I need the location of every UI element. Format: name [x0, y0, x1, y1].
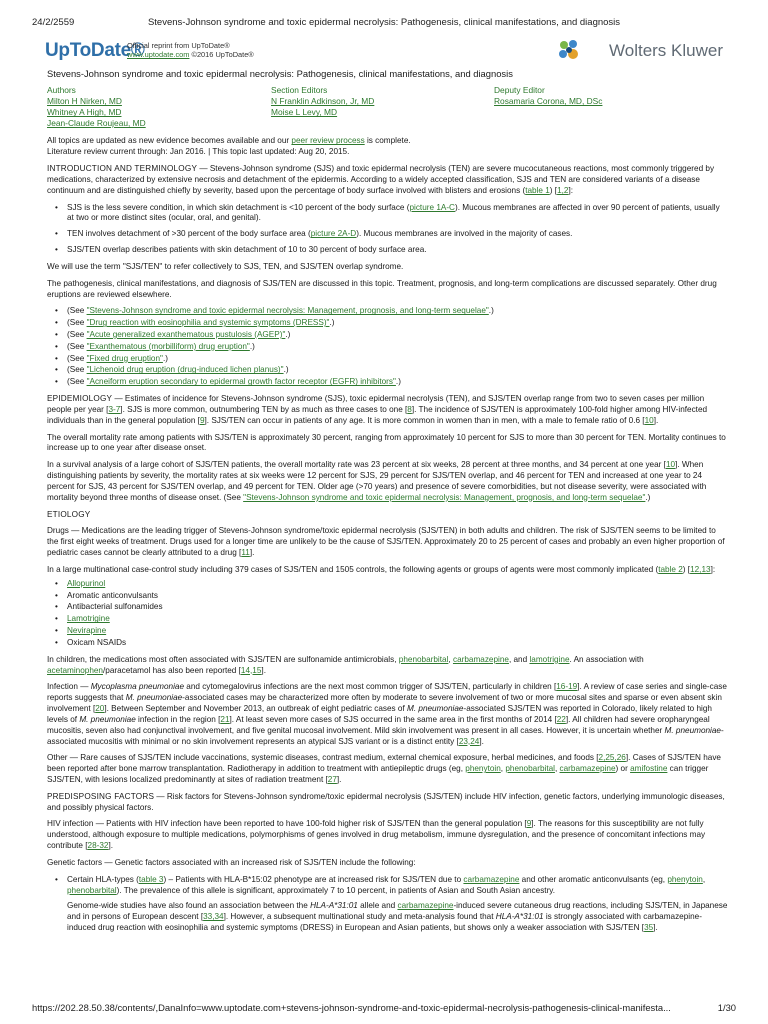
section-heading: PREDISPOSING FACTORS: [47, 791, 155, 801]
list-item: • (See "Stevens-Johnson syndrome and toxic epidermal necrolysis: Management, prognosis, and long-term sequelae".): [47, 306, 728, 317]
see-also-list: [47, 306, 728, 388]
site-link[interactable]: www.uptodate.com: [127, 50, 190, 60]
see-also-link[interactable]: "Fixed drug eruption": [86, 353, 163, 363]
print-date: 24/2/2559: [32, 17, 75, 28]
reference-link[interactable]: 9: [199, 415, 205, 425]
table-link[interactable]: table 1: [525, 185, 550, 195]
peer-review-link[interactable]: peer review process: [291, 136, 365, 146]
list-item: • (See "Acneiform eruption secondary to epidermal growth factor receptor (EGFR) inhibitors".): [47, 377, 728, 388]
see-also-link[interactable]: "Acute generalized exanthematous pustulosis (AGEP)": [86, 330, 286, 339]
see-also-link[interactable]: "Acneiform eruption secondary to epidermal growth factor receptor (EGFR) inhibitors": [86, 377, 396, 387]
brand-row: [45, 38, 723, 68]
reference-link[interactable]: 33,34: [203, 912, 224, 922]
editor-name[interactable]: N Franklin Adkinson, Jr, MD: [271, 96, 375, 107]
section-heading: EPIDEMIOLOGY: [47, 394, 113, 404]
drug-link[interactable]: carbamazepine: [559, 764, 616, 774]
review-note: All topics are updated as new evidence becomes available and our peer review process is complete. Literature review current through: Jan 2016. | This topic last updated: Aug 20, 2015.: [47, 136, 411, 157]
authors-heading: Authors: [47, 85, 76, 96]
reference-link[interactable]: 9: [526, 819, 532, 829]
see-also-link[interactable]: "Stevens-Johnson syndrome and toxic epidermal necrolysis: Management, prognosis, and long-term sequelae": [243, 492, 646, 502]
list-item: • SJS is the less severe condition, in which skin detachment is <10 percent of the body surface (picture 1A-C). Mucous membranes are affected in over 90 percent of patients, usually at two or more distinct sites (ocular, oral, and genital).: [47, 203, 728, 225]
reference-link[interactable]: 14,15: [240, 665, 262, 675]
children-paragraph: In children, the medications most often associated with SJS/TEN are sulfonamide antimicrobials, phenobarbital, carbamazepine, and lamotrigine. An association with acetaminophen/paracetamol has also been reported [14,15].: [47, 654, 644, 675]
drug-link[interactable]: phenobarbital: [67, 885, 117, 895]
author-name[interactable]: Milton H Nirken, MD: [47, 96, 122, 107]
list-item: • (See "Fixed drug eruption".): [47, 354, 728, 365]
reference-link[interactable]: 3-7: [108, 404, 121, 414]
list-item: [47, 626, 728, 637]
copyright: ©2016 UpToDate®: [189, 50, 254, 60]
reference-link[interactable]: 22: [556, 714, 566, 724]
document-body: [47, 68, 728, 940]
reference-link[interactable]: 10: [644, 415, 654, 425]
list-item: • (See "Lichenoid drug eruption (drug-induced lichen planus)".): [47, 365, 728, 376]
reference-link[interactable]: 20: [95, 704, 105, 714]
authors-column: [47, 85, 146, 129]
mortality-paragraph: The overall mortality rate among patients with SJS/TEN is approximately 30 percent, ranging from approximately 10 percent for SJS to more than 30 percent for TEN. Mortality continues to increase up to one year after disease onset.: [47, 432, 726, 453]
table-link[interactable]: table 3: [138, 874, 164, 884]
drug-link[interactable]: phenytoin: [465, 764, 501, 774]
page-number: 1/30: [717, 1002, 736, 1013]
globe-icon: [557, 38, 581, 62]
intro-paragraph: INTRODUCTION AND TERMINOLOGY — Stevens-Johnson syndrome (SJS) and toxic epidermal necrolysis (TEN) are severe mucocutaneous reactions, most commonly triggered by medications, characterized by extensive necrosis and detachment of the epidermis. According to a widely accepted classification, SJS and TEN are considered variants of a disease continuum and are distinguished chiefly by severity, based upon the percentage of body surface involved with blisters and erosions (table 1) [1,2]:: [47, 164, 715, 195]
list-item: • Aromatic anticonvulsants: [47, 591, 728, 602]
list-item: • Oxicam NSAIDs: [47, 638, 728, 649]
drug-link[interactable]: Nevirapine: [67, 626, 107, 636]
section-editors-column: [271, 85, 374, 118]
list-item: • (See "Exanthematous (morbilliform) drug eruption".): [47, 342, 728, 353]
reference-link[interactable]: 28-32: [87, 841, 109, 851]
infection-paragraph: Infection — Mycoplasma pneumoniae and cytomegalovirus infections are the next most common trigger of SJS/TEN, particularly in children [16-19]. A review of case series and single-case reports suggests that M. pneumoniae-associated cases may be characterized more often by moderate to severe involvement of two or more mucosal sites and sparse or even absent skin involvement [20]. Between September and November 2013, an outbreak of eight pediatric cases of M. pneumoniae-associated SJS/TEN was reported in Colorado, likely related to high levels of M. pneumoniae infection in the region [21]. At least seven more cases of SJS occurred in the same area in the first months of 2014 [22]. All children had severe oropharyngeal mucositis, seven also had conjunctival involvement, and five genital mucosal involvement. Mild skin involvement was present in all cases. However, it is uncertain whether M. pneumoniae-associated mucositis with minimal or no skin involvement represents an atypical SJS variant or is a distinct entity [23,24].: [47, 682, 727, 746]
list-item: • Antibacterial sulfonamides: [47, 602, 728, 613]
deputy-editor-name[interactable]: Rosamaria Corona, MD, DSc: [494, 96, 603, 107]
epidemiology-paragraph: EPIDEMIOLOGY — Estimates of incidence for Stevens-Johnson syndrome (SJS), toxic epidermal necrolysis (TEN), and SJS/TEN overlap range from two to seven cases per million people per year [3-7]. SJS is more common, outnumbering TEN by as much as three cases to one [8]. The incidence of SJS/TEN is approximately 100-fold higher among HIV-infected individuals than in the general population [9]. SJS/TEN can occur in patients of any age. It is more common in women than in men, with a male to female ratio of 0.6 [10].: [47, 394, 708, 425]
other-causes-paragraph: Other — Rare causes of SJS/TEN include vaccinations, systemic diseases, contrast medium, external chemical exposure, herbal medicines, and foods [2,25,26]. Cases of SJS/TEN have been reported after bone marrow transplantation. Radiotherapy in addition to treatment with antiepileptic drugs (eg, phenytoin, phenobarbital, carbamazepine) or amifostine can trigger SJS/TEN, with lesions localized predominantly at sites of radiation treatment [27].: [47, 753, 721, 784]
predisposing-paragraph: PREDISPOSING FACTORS — Risk factors for Stevens-Johnson syndrome/toxic epidermal necrolysis (SJS/TEN) include HIV infection, genetic factors, underlying immunologic diseases, and possibly physical factors.: [47, 791, 725, 812]
reference-link[interactable]: 1,2: [557, 185, 569, 195]
agents-list: [47, 579, 728, 649]
drug-link[interactable]: phenobarbital: [398, 654, 449, 664]
see-also-link[interactable]: "Exanthematous (morbilliform) drug eruption": [86, 341, 250, 351]
print-header: [32, 17, 736, 31]
see-also-link[interactable]: "Lichenoid drug eruption (drug-induced lichen planus)": [86, 365, 284, 375]
drugs-paragraph: Drugs — Medications are the leading trigger of Stevens-Johnson syndrome/toxic epidermal necrolysis (SJS/TEN) in both adults and children. The risk of SJS/TEN seems to be limited to the first eight weeks of treatment. Drugs used for a longer time are unlikely to be the cause of SJS/TEN. Approximately 20 to 25 percent of cases and probably an even higher proportion of pediatric cases cannot be clearly attributed to a drug [11].: [47, 526, 725, 558]
reprint-info: [127, 41, 254, 60]
reference-link[interactable]: 10: [665, 460, 676, 470]
literature-review-date: Literature review current through: Jan 2016. | This topic last updated: Aug 20, 2015.: [47, 147, 350, 157]
drug-link[interactable]: phenytoin: [667, 874, 703, 884]
picture-link[interactable]: picture 1A-C: [409, 202, 455, 212]
contributors: [47, 85, 728, 133]
reference-link[interactable]: 27: [327, 774, 337, 784]
drug-link[interactable]: lamotrigine: [529, 654, 570, 664]
list-item: [47, 614, 728, 625]
list-item: [47, 579, 728, 590]
table-link[interactable]: table 2: [658, 564, 683, 574]
term-note: We will use the term "SJS/TEN" to refer collectively to SJS, TEN, and SJS/TEN overlap syndrome.: [47, 261, 404, 271]
drug-link[interactable]: acetaminophen: [47, 665, 103, 675]
print-footer: [32, 1002, 736, 1016]
deputy-editor-column: [494, 85, 602, 107]
list-item: • (See "Acute generalized exanthematous pustulosis (AGEP)".): [47, 330, 728, 341]
intro-bullets: [47, 203, 728, 256]
genome-wide-paragraph: Genome-wide studies have also found an association between the HLA-A*31:01 allele and carbamazepine-induced severe cutaneous drug reactions, including SJS/TEN, in Japanese and in persons of European descent [33,34]. However, a subsequent multinational study and meta-analysis found that HLA-A*31:01 is strongly associated with carbamazepine-induced drug reaction with eosinophilia and systemic symptoms (DRESS) in European and Asian patients, but shows only a weaker association with SJS/TEN [35].: [67, 901, 728, 933]
section-editors-heading: Section Editors: [271, 85, 328, 96]
reference-link[interactable]: 16-19: [556, 682, 578, 692]
drug-link[interactable]: amifostine: [630, 764, 668, 774]
case-control-paragraph: In a large multinational case-control study including 379 cases of SJS/TEN and 1505 controls, the following agents or groups of agents were most commonly implicated (table 2) [12,13]:: [47, 564, 716, 574]
drug-link[interactable]: carbamazepine: [397, 901, 454, 911]
deputy-editor-heading: Deputy Editor: [494, 85, 545, 96]
doc-title: Stevens-Johnson syndrome and toxic epidermal necrolysis: Pathogenesis, clinical manifestations, and diagnosis: [47, 68, 513, 79]
list-item: • SJS/TEN overlap describes patients with skin detachment of 10 to 30 percent of body surface area.: [47, 245, 728, 256]
page-url: https://202.28.50.38/contents/,DanaInfo=www.uptodate.com+stevens-johnson-syndrome-and-toxic-epidermal-necrolysis-pathogenesis-clinical-manifesta...: [32, 1002, 671, 1013]
publisher-name: Wolters Kluwer: [609, 41, 723, 60]
uptodate-logo[interactable]: UpToDate®: [45, 40, 145, 61]
list-item: • Certain HLA-types (table 3) – Patients with HLA-B*15:02 phenotype are at increased risk for SJS/TEN due to carbamazepine and other aromatic anticonvulsants (eg, phenytoin, phenobarbital). The prevalence of this allele is significant, approximately 7 to 10 percent, in patients of Asian and South Asian ancestry. Genome-wide studies have also found an association between the HLA-A*31:01 allele and carbamazepine-induced severe cutaneous drug reactions, including SJS/TEN, in Japanese and in persons of European descent [33,34]. However, a subsequent multinational study and meta-analysis found that HLA-A*31:01 is strongly associated with carbamazepine-induced drug reaction with eosinophilia and systemic symptoms (DRESS) in European and Asian patients, but shows only a weaker association with SJS/TEN [35].: [47, 875, 728, 934]
reprint-line: Official reprint from UpToDate®: [127, 41, 230, 50]
reference-link[interactable]: 8: [407, 404, 412, 414]
author-name[interactable]: Jean-Claude Roujeau, MD: [47, 118, 146, 129]
picture-link[interactable]: picture 2A-D: [310, 229, 357, 239]
reference-link[interactable]: 11: [241, 548, 250, 558]
see-also-link[interactable]: "Drug reaction with eosinophilia and systemic symptoms (DRESS)": [86, 318, 330, 328]
editor-name[interactable]: Moise L Levy, MD: [271, 107, 338, 118]
drug-link[interactable]: carbamazepine: [452, 654, 509, 664]
survival-paragraph: In a survival analysis of a large cohort of SJS/TEN patients, the overall mortality rate was 23 percent at six weeks, 28 percent at three months, and 34 percent at one year [10]. When distinguishing patients by severity, the mortality rates at six weeks were 12 percent for SJS, 29 percent for SJS/TEN overlap, and 46 percent for TEN and increased at one year to 24 percent for SJS, 43 percent for SJS/TEN overlap, and 49 percent for TEN. Older age (>70 years) and presence of severe comorbidities, but not disease severity, were associated with mortality beyond three months of disease onset. (See "Stevens-Johnson syndrome and toxic epidermal necrolysis: Management, prognosis, and long-term sequelae".): [47, 460, 707, 502]
print-title: Stevens-Johnson syndrome and toxic epidermal necrolysis: Pathogenesis, clinical manifestations, and diagnosis: [147, 17, 621, 28]
list-item: • TEN involves detachment of >30 percent of the body surface area (picture 2A-D). Mucous membranes are involved in the majority of cases.: [47, 229, 728, 240]
reference-link[interactable]: 12,13: [690, 564, 711, 574]
genetic-factors-list: [47, 875, 728, 934]
scope-note: The pathogenesis, clinical manifestations, and diagnosis of SJS/TEN are discussed in this topic. Treatment, prognosis, and long-term complications are discussed separately. Other drug eruptions are reviewed elsewhere.: [47, 278, 717, 299]
genetic-paragraph: Genetic factors — Genetic factors associated with an increased risk of SJS/TEN include the following:: [47, 857, 416, 867]
drug-link[interactable]: phenobarbital: [505, 764, 555, 774]
etiology-heading: ETIOLOGY: [47, 509, 91, 519]
reference-link[interactable]: 35: [644, 923, 654, 933]
drug-link[interactable]: Lamotrigine: [67, 614, 110, 624]
reference-link[interactable]: 2,25,26: [598, 753, 626, 763]
see-also-link[interactable]: "Stevens-Johnson syndrome and toxic epidermal necrolysis: Management, prognosis, and long-term sequelae": [86, 306, 489, 316]
author-name[interactable]: Whitney A High, MD: [47, 107, 122, 118]
section-heading: INTRODUCTION AND TERMINOLOGY: [47, 164, 198, 174]
reference-link[interactable]: 23,24: [458, 736, 480, 746]
list-item: • (See "Drug reaction with eosinophilia and systemic symptoms (DRESS)".): [47, 318, 728, 329]
drug-link[interactable]: Allopurinol: [67, 578, 106, 588]
drug-link[interactable]: carbamazepine: [463, 874, 520, 884]
hiv-paragraph: HIV infection — Patients with HIV infection have been reported to have 100-fold higher risk of SJS/TEN than the general population [9]. The reasons for this susceptibility are not fully understood, although exposure to multiple medications, polymorphisms of genes involved in drug metabolism, immune dysregulation, and the presence of concomitant infections may contribute [28-32].: [47, 819, 706, 851]
reference-link[interactable]: 21: [220, 714, 230, 724]
